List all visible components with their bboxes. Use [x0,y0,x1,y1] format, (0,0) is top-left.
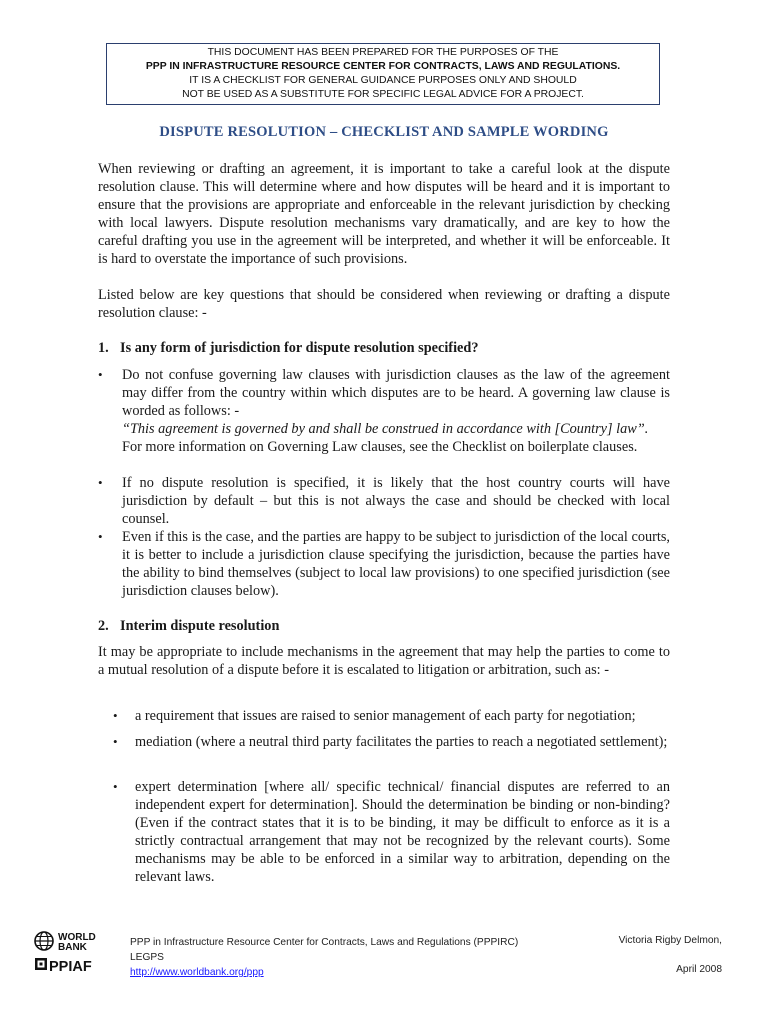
document-title: DISPUTE RESOLUTION – CHECKLIST AND SAMPLE WORDING [159,124,609,140]
section-2-number: 2. [98,618,109,634]
notice-line-4: NOT BE USED AS A SUBSTITUTE FOR SPECIFIC LEGAL ADVICE FOR A PROJECT. [182,89,584,100]
section-2-bullet-2 [113,733,670,751]
bullet-point: • [113,708,118,723]
section-1-heading-text: Is any form of jurisdiction for dispute resolution specified? [120,340,479,356]
bullet-point: • [98,475,103,490]
footer-link-row [130,965,518,980]
footer-center-text [130,935,518,980]
notice-line-3: IT IS A CHECKLIST FOR GENERAL GUIDANCE PURPOSES ONLY AND SHOULD [189,75,577,86]
bullet-point: • [113,779,118,794]
worldbank-ppp-link[interactable] [130,967,264,978]
footer-center-line-1: PPP in Infrastructure Resource Center for Contracts, Laws and Regulations (PPPIRC) [130,937,519,948]
section-1-bullet-1 [98,366,670,456]
link-prefix: http://www.worldbank.org/ [130,967,247,978]
footer-date: April 2008 [676,964,722,975]
world-bank-logo-icon [33,931,125,975]
section-2-bullet-3 [113,778,670,886]
logo-bank-text: BANK [58,942,87,953]
bullet-1-text: Do not confuse governing law clauses with jurisdiction clauses as the law of the agreement may differ from the country within which disputes are to be heard. A governing law clause is worded as follows: - [122,367,670,419]
footer-center-line-2: LEGPS [130,952,164,963]
notice-line-2: PPP IN INFRASTRUCTURE RESOURCE CENTER FOR CONTRACTS, LAWS AND REGULATIONS. [145,61,621,72]
link-suffix: ppp [246,967,264,978]
bullet-3-text: Even if this is the case, and the parties are happy to be subject to jurisdiction of the local courts, it is better to include a jurisdiction clause specifying the jurisdiction, because the parties have the ability to bind themselves (subject to local law provisions) to one specified jurisdiction (see jurisdiction clauses below). [122,529,670,599]
disclaimer-notice-box [106,43,660,105]
section-2-heading-text: Interim dispute resolution [120,618,280,634]
bullet-1-more-info: For more information on Governing Law clauses, see the Checklist on boilerplate clauses. [122,439,638,455]
section-1-number: 1. [98,340,109,356]
logo-world-text: WORLD [58,932,96,943]
section-2-intro: It may be appropriate to include mechanisms in the agreement that may help the parties to come to a mutual resolution of a dispute before it is escalated to litigation or arbitration, such as: - [98,644,670,678]
logo-ppiaf-text: PPIAF [49,959,92,975]
intro-paragraph: When reviewing or drafting an agreement, it is important to take a careful look at the dispute resolution clause. This will determine where and how disputes will be heard and it is important to ensure that the provisions are appropriate and enforceable in the relevant jurisdiction by checking with local lawyers. Dispute resolution mechanisms vary dramatically, and are key to how the careful drafting you use in the agreement will be interpreted, and whether it will be enforceable. It is hard to overstate the importance of such provisions. [98,161,670,267]
section-1-heading [98,340,479,357]
section-2-bullet-1-text: a requirement that issues are raised to senior management of each party for negotiation; [135,708,636,724]
section-1-bullet-2 [98,474,670,528]
section-2-heading [98,618,279,635]
bullet-2-text: If no dispute resolution is specified, it is likely that the host country courts will have jurisdiction by default – but this is not always the case and should be checked with local counsel. [122,475,670,527]
section-2-bullet-3-text: expert determination [where all/ specific technical/ financial disputes are referred to an independent expert for determination]. Should the determination be binding or non-binding? (Even if the contract states that it is to be binding, it may be difficult to enforce as it is a strictly contractual arrangement that may not be recognized by the relevant courts). Some mechanisms may be able to be enforced in a similar way to arbitration, depending on the relevant laws. [135,779,670,885]
section-2-bullet-2-text: mediation (where a neutral third party facilitates the parties to reach a negotiated settlement); [135,734,668,750]
notice-line-1: THIS DOCUMENT HAS BEEN PREPARED FOR THE PURPOSES OF THE [207,47,559,58]
section-1-bullet-3 [98,528,670,600]
section-2-bullet-1 [113,707,670,725]
bullet-point: • [113,734,118,749]
listed-paragraph: Listed below are key questions that should be considered when reviewing or drafting a dispute resolution clause: - [98,287,670,321]
world-bank-ppiaf-logo [33,931,125,975]
footer-author: Victoria Rigby Delmon, [618,935,722,946]
bullet-point: • [98,529,103,544]
governing-law-quote: “This agreement is governed by and shall be construed in accordance with [Country] law”. [122,421,649,437]
bullet-point: • [98,367,103,382]
